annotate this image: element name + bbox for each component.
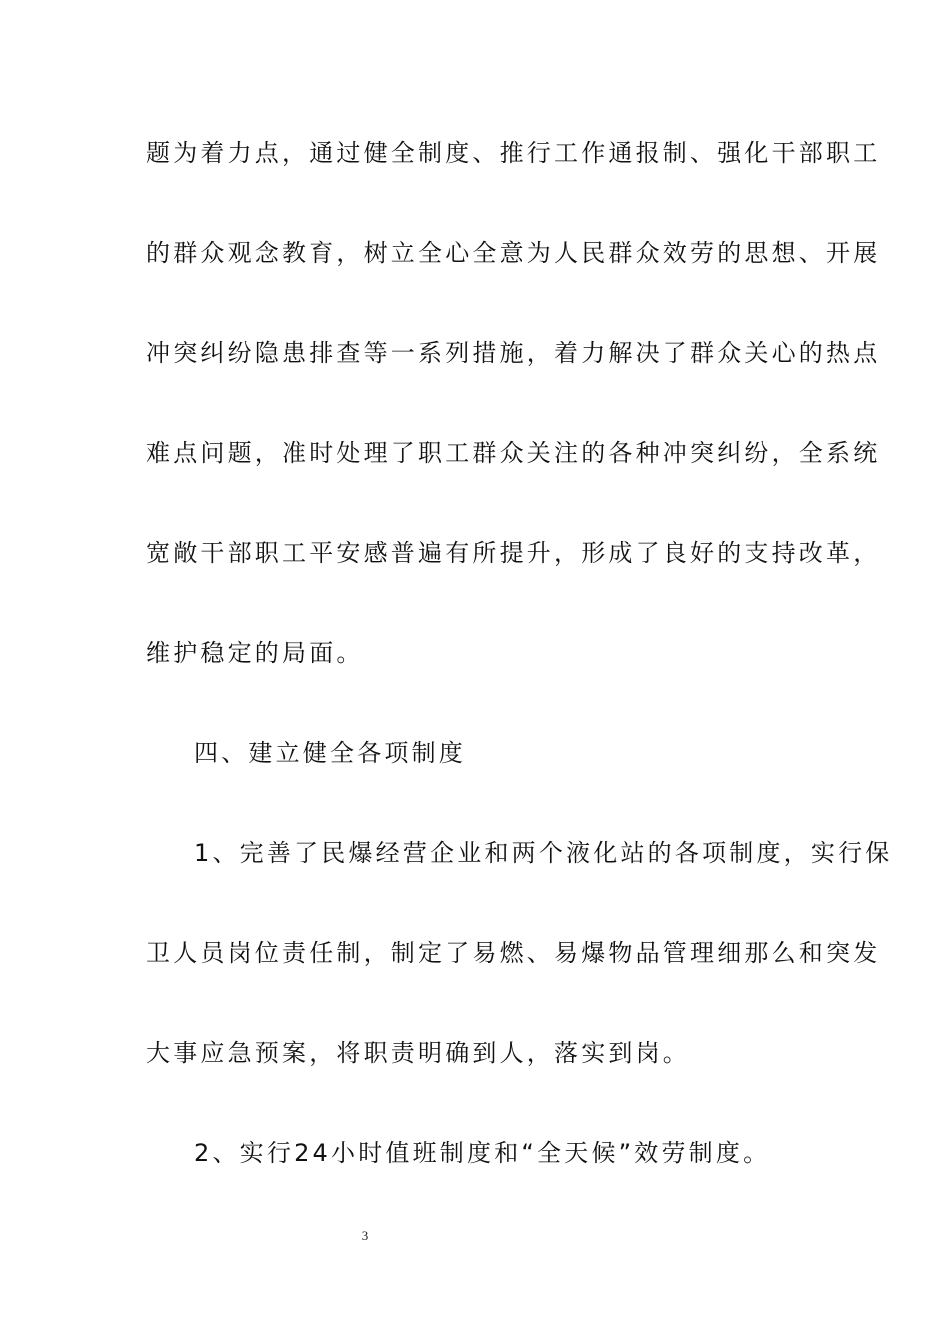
list-item-line: 1、完善了民爆经营企业和两个液化站的各项制度，实行保 bbox=[194, 839, 893, 867]
page-number: 3 bbox=[361, 1228, 369, 1243]
paragraph-line: 冲突纠纷隐患排查等一系列措施，着力解决了群众关心的热点 bbox=[146, 339, 881, 367]
paragraph-line: 题为着力点，通过健全制度、推行工作通报制、强化干部职工 bbox=[146, 139, 881, 167]
section-heading: 四、建立健全各项制度 bbox=[194, 739, 466, 767]
list-item-line: 大事应急预案，将职责明确到人，落实到岗。 bbox=[146, 1039, 690, 1067]
paragraph-line: 的群众观念教育，树立全心全意为人民群众效劳的思想、开展 bbox=[146, 239, 881, 267]
list-item-line: 2、实行24小时值班制度和“全天候”效劳制度。 bbox=[194, 1139, 771, 1167]
paragraph-line: 维护稳定的局面。 bbox=[146, 639, 364, 667]
paragraph-line: 宽敞干部职工平安感普遍有所提升，形成了良好的支持改革， bbox=[146, 539, 881, 567]
list-item-line: 卫人员岗位责任制，制定了易燃、易爆物品管理细那么和突发 bbox=[146, 939, 881, 967]
paragraph-line: 难点问题，准时处理了职工群众关注的各种冲突纠纷，全系统 bbox=[146, 439, 881, 467]
